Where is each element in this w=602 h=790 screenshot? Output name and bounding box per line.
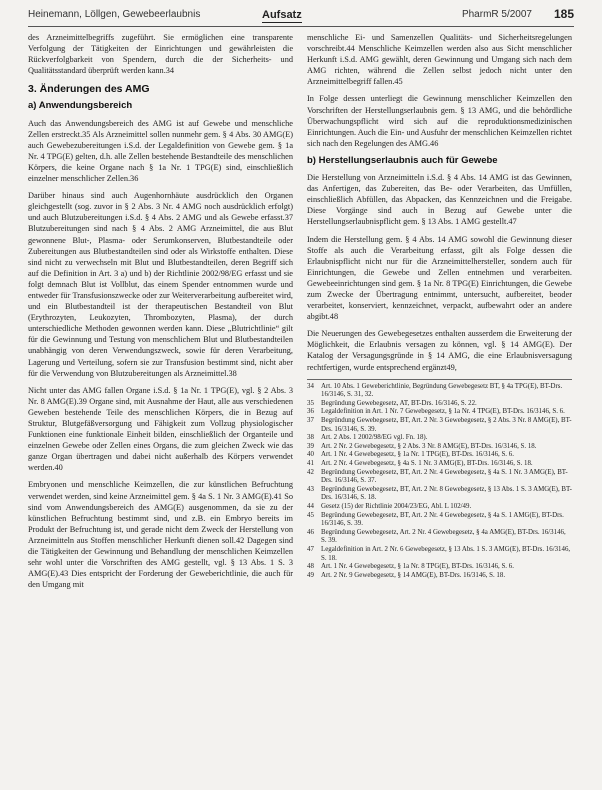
- footnote: [307, 460, 572, 469]
- footnote-number: 39: [307, 442, 314, 450]
- footnote-text: Art. 2 Abs. 1 2002/98/EG vgl. Fn. 18).: [321, 434, 428, 442]
- right-column: [307, 32, 572, 580]
- footnote-text: Begründung Gewebegesetz, BT, Art. 2 Nr. 4 Gewebegesetz, § 4a S. 1 Nr. 3 AMG(E), BT-Drs. 16/3146, S. 37.: [321, 468, 568, 485]
- subsection-heading: a) Anwendungsbereich: [28, 100, 133, 112]
- footnote: [307, 451, 572, 460]
- paragraph: des Arzneimittelbegriffs zugeführt. Sie ermöglichen eine transparente Verfolgung der Tätigkeiten der Einrichtungen und gewährleisten die Rückverfolgbarkeit von Spendern, durch die der Sicherheits- und Qualitätsstandard überprüft werden kann.34: [28, 33, 293, 76]
- footnote-text: Art. 2 Nr. 4 Gewebegesetz, § 4a S. 1 Nr. 3 AMG(E), BT-Drs. 16/3146, S. 18.: [321, 459, 533, 467]
- footnote: [307, 417, 572, 434]
- footnote: [307, 469, 572, 486]
- paragraph: Indem die Herstellung gem. § 4 Abs. 14 AMG sowohl die Gewinnung dieser Stoffe als auch die Verarbeitung erfasst, gilt als Folge dessen die Erlaubnispflicht nicht nur für die Arzneimittelhersteller, sondern auch für Einrichtungen, die Gewebe und Zellen entnehmen und verarbeiten. Gewebeeinrichtungen sind gem. § 1a Nr. 8 TPG(E) Einrichtungen, die Gewebe zum Zwecke der Übertragung entnimmt, untersucht, aufbereitet, beoder verarbeitet, konserviert, kennzeichnet, verpackt, aufbewahrt oder an andere abgibt.48: [307, 234, 572, 322]
- footnote-number: 47: [307, 545, 314, 553]
- footnote-text: Art. 10 Abs. 1 Geweberichtlinie, Begründung Gewebegesetz BT, § 4a TPG(E), BT-Drs. 16/3146, S. 31, 32.: [321, 382, 563, 399]
- footnote: [307, 400, 572, 409]
- page-number: 185: [553, 7, 574, 21]
- paragraph: Die Herstellung von Arzneimitteln i.S.d. § 4 Abs. 14 AMG ist das Gewinnen, das Anfertigen, das Zubereiten, das Be- oder Verarbeiten, das Umfüllen, einschließlich Abfüllen, das Abpacken, das Kennzeichnen und die Freigabe. Diese Vorgänge sind auch in Bezug auf Gewebe unter die Herstellungserlaubnispflicht gem. § 13 Abs. 1 AMG gestellt.47: [307, 173, 572, 227]
- paragraph: Nicht unter das AMG fallen Organe i.S.d. § 1a Nr. 1 TPG(E), vgl. § 2 Abs. 3 Nr. 8 AMG(E).39 Organe sind, mit Ausnahme der Haut, alle aus verschiedenen Geweben bestehende Teile des menschlichen Körpers, die in Bezug auf Struktur, Blutgefäßversorgung und Fähigkeit zum Vollzug physiologischer Funktionen eine funktionale Einheit bilden, einschließlich der Organteile und einzelnen Gewebe oder Zellen eines Organs, die zum gleichen Zweck wie das ganze Organ übertragen und dabei nicht außerhalb des Körpers verwendet werden.40: [28, 385, 293, 473]
- footnote-number: 43: [307, 485, 314, 493]
- page-header: [28, 6, 574, 24]
- journal-issue: PharmR 5/2007: [461, 9, 532, 20]
- footnote-number: 42: [307, 468, 314, 476]
- footnote: [307, 443, 572, 452]
- paragraph: Auch das Anwendungsbereich des AMG ist auf Gewebe und menschliche Zellen erstreckt.35 Als Arzneimittel sollen nunmehr gem. § 4 Abs. 30 AMG(E) auch Gewebezubereitungen i.S.d. der Legaldefinition von Gewebe gem. § 1a Nr. 4 TPG(E) gelten, d.h. alle Zellen bestehende Bestandteile des menschlichen Körpers, die keine Organe nach § 1a Nr. 1 TPG(E) sind, einschließlich einzelner menschlicher Zellen.36: [28, 118, 293, 184]
- footnote-text: Art. 1 Nr. 4 Gewebegesetz, § 1a Nr. 8 TPG(E), BT-Drs. 16/3146, S. 6.: [321, 563, 514, 571]
- footnote-number: 40: [307, 451, 314, 459]
- footnote-text: Begründung Gewebegesetz, AT, BT-Drs. 16/3146, S. 22.: [321, 399, 477, 407]
- paragraph: Embryonen und menschliche Keimzellen, die zur künstlichen Befruchtung verwendet werden, sind keine Arzneimittel gem. § 4a S. 1 Nr. 3 AMG(E).41 So sind vom Anwendungsbereich des AMG(E) ausgenommen, da sie zu der künstlichen Befruchtung bestimmt sind, und z.B. ein Embryo bereits im Produkt der Befruchtung ist, und gerade nicht dem Zweck der Herstellung von Arzneimitteln aus Stoffen menschlicher Herkunft dienen soll.42 Dagegen sind die Tätigkeiten der Gewinnung und Behandlung der menschlichen Keimzellen sehr wohl unter die Vorschriften des AMG gestellt, vgl. § 13 Abs. 1 S. 3 AMG(E).43 Dies entspricht der Forderung der Geweberichtlinie, die auch für den Umgang mit: [28, 480, 293, 590]
- footnote-number: 48: [307, 563, 314, 571]
- footnote-text: Begründung Gewebegesetz, BT, Art. 2 Nr. 3 Gewebegesetz, § 2 Abs. 3 Nr. 8 AMG(E), BT-Drs. 16/3146, S. 39.: [321, 417, 572, 433]
- footnote: [307, 529, 572, 546]
- footnote-number: 41: [307, 459, 314, 467]
- running-head-authors: Heinemann, Löllgen, Gewebeerlaubnis: [28, 9, 201, 20]
- footnote: [307, 572, 572, 581]
- footnote-text: Gesetz (15) der Richtlinie 2004/23/EG, Abl. L 102/49.: [321, 502, 472, 510]
- footnote-text: Art. 2 Nr. 9 Gewebegesetz, § 14 AMG(E), BT-Drs. 16/3146, S. 18.: [321, 571, 506, 579]
- footnote-text: Begründung Gewebegesetz, Art. 2 Nr. 4 Gewebegesetz, § 4a AMG(E), BT-Drs. 16/3146, S. 39.: [321, 528, 566, 545]
- footnote: [307, 503, 572, 512]
- footnote: [307, 486, 572, 503]
- footnote-number: 44: [307, 502, 314, 510]
- section-label: Aufsatz: [262, 9, 302, 21]
- footnote-text: Begründung Gewebegesetz, BT, Art. 2 Nr. 8 Gewebegesetz, § 13 Abs. 1 S. 3 AMG(E), BT-Drs. 16/3146, S. 18.: [321, 485, 572, 502]
- paragraph: In Folge dessen unterliegt die Gewinnung menschlicher Keimzellen den Vorschriften der Herstellungserlaubnis gem. § 13 AMG, und die behördliche Überwachungspflicht wird sich auf die reproduktionsmedizinischen Einrichtungen. Auch die Ein- und Ausfuhr der menschlichen Keimzellen richtet sich nach den Regelungen des AMG.46: [307, 94, 572, 148]
- footnote-text: Art. 2 Nr. 2 Gewebegesetz, § 2 Abs. 3 Nr. 8 AMG(E), BT-Drs. 16/3146, S. 18.: [321, 442, 537, 450]
- footnote-number: 34: [307, 382, 314, 390]
- header-rule: [28, 26, 574, 27]
- section-heading: 3. Änderungen des AMG: [28, 83, 150, 96]
- footnote-number: 38: [307, 434, 314, 442]
- footnote: [307, 512, 572, 529]
- footnote-text: Legaldefinition in Art. 1 Nr. 7 Gewebegesetz, § 1a Nr. 4 TPG(E), BT-Drs. 16/3146, S. 6.: [321, 408, 565, 416]
- footnote-number: 35: [307, 399, 314, 407]
- footnote-number: 49: [307, 571, 314, 579]
- subsection-heading: b) Herstellungserlaubnis auch für Gewebe: [307, 154, 498, 166]
- footnotes: [307, 379, 572, 581]
- paragraph: Darüber hinaus sind auch Augenhornhäute ausdrücklich den Organen gleichgestellt (sog. zuvor in § 2 Abs. 3 Nr. 4 AMG noch ausdrücklich erfolgt) und auch Blutzubereitungen i.S.d. § 4 Abs. 2 AMG und als Gewebe erfasst.37 Blutzubereitungen sind nach § 4 Abs. 2 AMG Arzneimittel, die aus Blut gewonnene Blut-, Plasma- oder Serumkonserven, Blutbestandteile oder Zubereitungen aus Blutbestandteilen sind oder als Wirkstoffe enthalten. Diese sind nicht zu verwechseln mit Blut und Blutbestandteilen, deren Begriff sich auf die Definition in Art. 3 a) und b) der Richtlinie 2002/98/EG erfasst und sie folgt demnach Blut ist Vollblut, das einem Spender entnommen wurde und entweder für Transfusionszwecke oder zur Weiterverarbeitung aufbereitet wird, und ein Blutbestandteil ist der therapeutischen Bestandteil von Blut (Erythrozyten, Leukozyten, Thrombozyten, Plasma), der durch unterschiedliche Methoden gewonnen werden kann. Diese „Blutrichtlinie“ gilt für die Gewinnung und Testung von menschlichem Blut und Blutbestandteilen unabhängig von deren Verwendungszweck, sowie für deren Verarbeitung, Lagerung und Verteilung, sofern sie zur Transfusion bestimmt sind, nicht aber für die Verwendung von Blutzubereitungen als Arzneimittel.38: [28, 191, 293, 378]
- paragraph: menschliche Ei- und Samenzellen Qualitäts- und Sicherheitsregelungen vorschreibt.44 Menschliche Keimzellen werden also aus Sicht menschlicher Herkunft i.S.d. AMG gewählt, deren Gewinnung und Umgang sich nach dem AMG richten, während die Zellen selbst jedoch nicht unter den Arzneimittelbegriff fallen.45: [307, 33, 572, 87]
- footnote-number: 45: [307, 511, 314, 519]
- footnote-text: Begründung Gewebegesetz, BT, Art. 2 Nr. 4 Gewebegesetz, § 4a S. 1 AMG(E), BT-Drs. 16/3146, S. 39.: [321, 511, 564, 528]
- footnote-text: Legaldefinition in Art. 2 Nr. 6 Gewebegesetz, § 13 Abs. 1 S. 3 AMG(E), BT-Drs. 16/3146, S. 18.: [321, 545, 571, 562]
- footnote: [307, 546, 572, 563]
- footnote: [307, 383, 572, 400]
- footnote-text: Art. 1 Nr. 4 Gewebegesetz, § 1a Nr. 1 TPG(E), BT-Drs. 16/3146, S. 6.: [321, 451, 514, 459]
- footnote: [307, 563, 572, 572]
- footnote: [307, 408, 572, 417]
- footnote-number: 37: [307, 417, 314, 424]
- footnote-number: 36: [307, 408, 314, 416]
- footnote: [307, 434, 572, 443]
- paragraph: Die Neuerungen des Gewebegesetzes enthalten ausserdem die Erweiterung der Möglichkeit, die Erlaubnis versagen zu können, vgl. § 14 AMG(E). Der Katalog der Versagungsgründe in § 14 AMG, die eine Erlaubnisversagung rechtfertigen, wurde entsprechend ergänzt49,: [307, 329, 572, 372]
- footnote-number: 46: [307, 528, 314, 536]
- left-column: [28, 32, 293, 596]
